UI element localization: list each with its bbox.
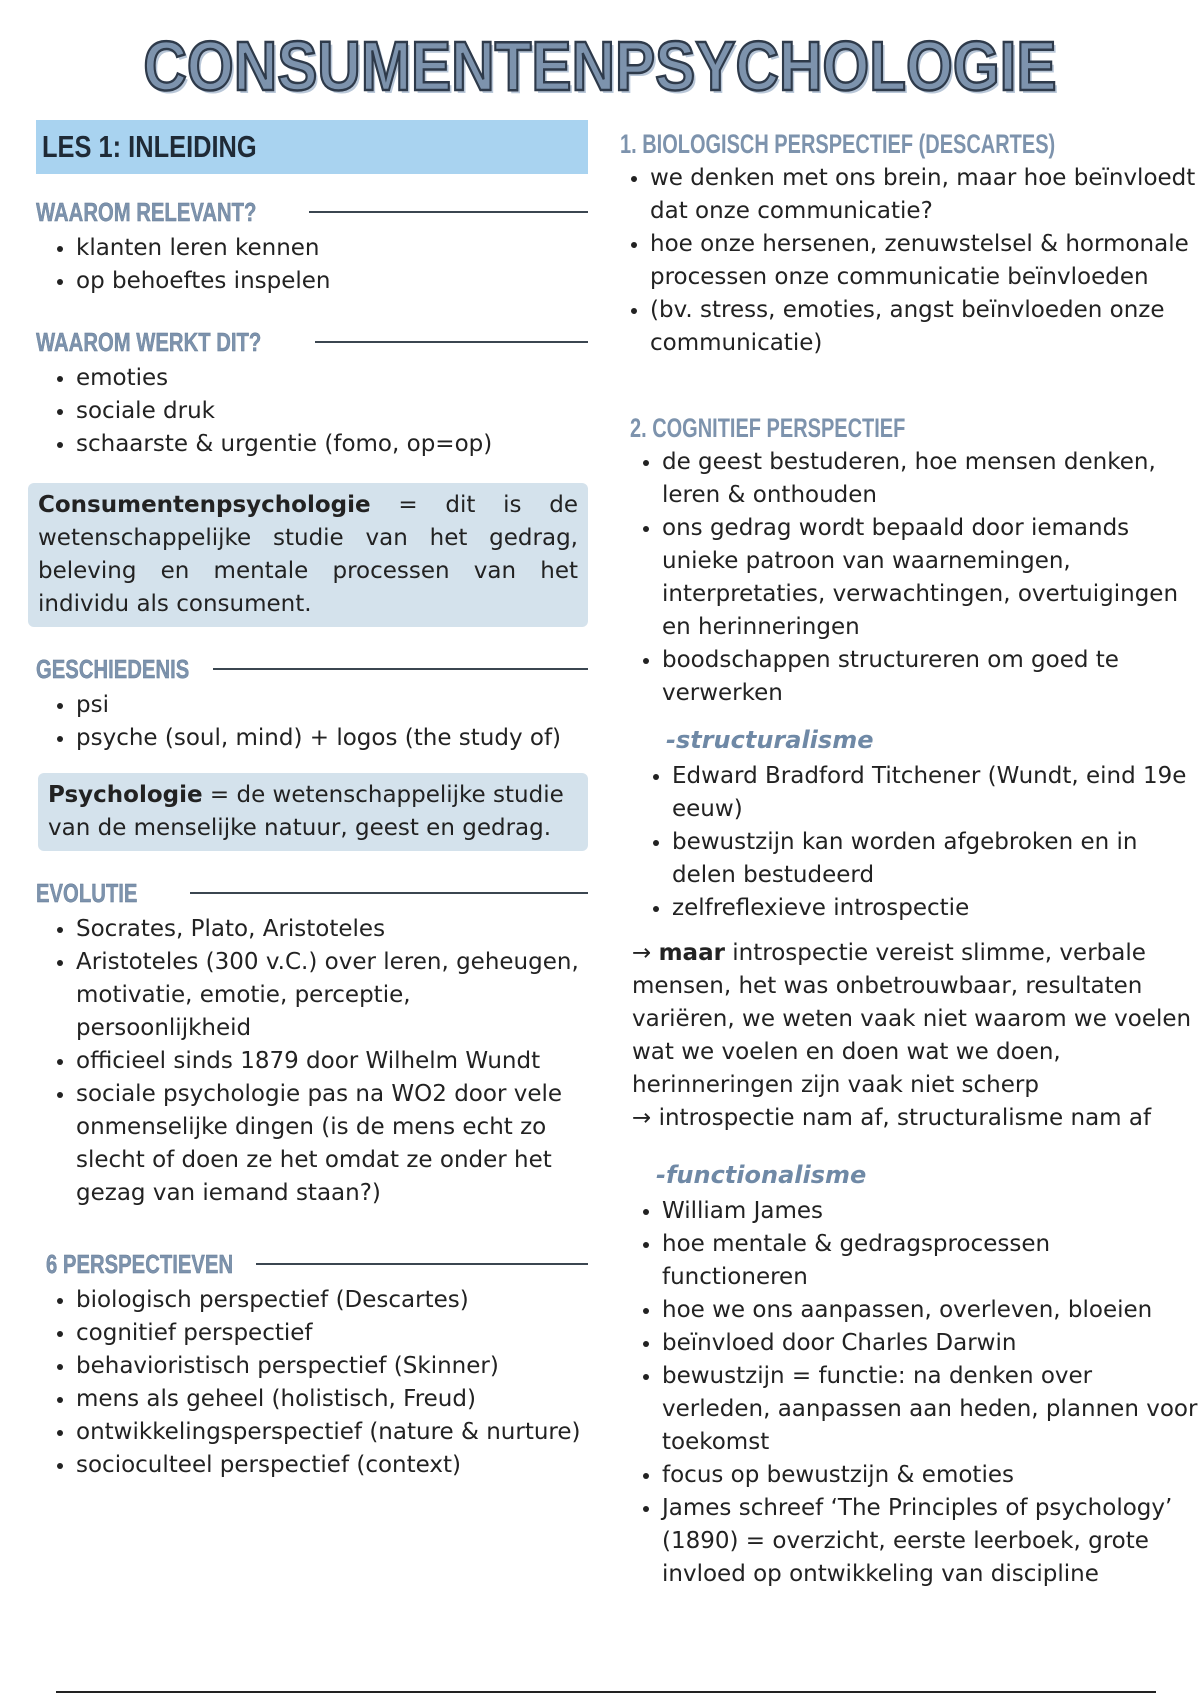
divider [213,668,589,670]
section-heading-perspectieven: 6 PERSPECTIEVEN [36,1244,588,1284]
list-item: • (bv. stress, emoties, angst beïnvloeden onze communicatie) [650,294,1198,360]
list-item: • behavioristisch perspectief (Skinner) [76,1350,588,1383]
cognitief-heading: 2. COGNITIEF PERSPECTIEF [630,413,906,443]
list-biologisch [620,162,1198,360]
list-functionalisme [620,1195,1198,1591]
section-heading-waarom-werkt: WAAROM WERKT DIT? [36,322,588,362]
functionalisme-heading: -functionalisme [656,1161,867,1189]
list-item: • socioculteel perspectief (context) [76,1449,588,1482]
page-title: CONSUMENTENPSYCHOLOGIE [143,27,1057,105]
list-geschiedenis [36,689,588,755]
list-item: • mens als geheel (holistisch, Freud) [76,1383,588,1416]
list-item: • zelfreflexieve introspectie [672,892,1198,925]
definition-text: = dit is de wetenschappelijke studie van het gedrag, beleving en mentale processen van het individu als consument. [38,492,578,617]
list-item: • hoe mentale & gedragsprocessen functioneren [662,1228,1198,1294]
list-item: • sociale druk [76,395,588,428]
list-item: • bewustzijn kan worden afgebroken en in delen bestudeerd [672,826,1198,892]
list-perspectieven [36,1284,588,1482]
list-cognitief [620,446,1198,710]
list-item: • de geest bestuderen, hoe mensen denken, leren & onthouden [662,446,1198,512]
list-evolutie [36,913,588,1210]
left-column [36,120,588,1482]
list-item: • Edward Bradford Titchener (Wundt, eind 19e eeuw) [672,760,1198,826]
list-item: • ontwikkelingsperspectief (nature & nurture) [76,1416,588,1449]
psychologie-text: = de wetenschappelijke studie van de menselijke natuur, geest en gedrag. [48,782,564,841]
bottom-divider [56,1691,1156,1693]
biologisch-heading: 1. BIOLOGISCH PERSPECTIEF (DESCARTES) [620,129,1056,159]
list-item: • boodschappen structureren om goed te verwerken [662,644,1198,710]
list-item: • cognitief perspectief [76,1317,588,1350]
list-item: • sociale psychologie pas na WO2 door vele onmenselijke dingen (is de mens echt zo slecht of doen ze het omdat ze onder het gezag van iemand staan?) [76,1078,588,1210]
list-item: • ons gedrag wordt bepaald door iemands unieke patroon van waarnemingen, interpretaties, verwachtingen, overtuigingen en herinneringen [662,512,1198,644]
list-item: • biologisch perspectief (Descartes) [76,1284,588,1317]
introspectie-conclusion: → introspectie nam af, structuralisme nam af [632,1105,1152,1131]
psychologie-box [38,773,588,851]
divider [190,892,588,894]
definition-term: Consumentenpsychologie [38,492,371,518]
list-item: • hoe onze hersenen, zenuwstelsel & hormonale processen onze communicatie beïnvloeden [650,228,1198,294]
list-waarom-relevant [36,232,588,298]
right-column [620,126,1198,1591]
list-item: • focus op bewustzijn & emoties [662,1459,1198,1492]
divider [309,211,588,213]
list-item: • Aristoteles (300 v.C.) over leren, geheugen, motivatie, emotie, perceptie, persoonlijkheid [76,946,588,1045]
list-item: • William James [662,1195,1198,1228]
list-item: • psyche (soul, mind) + logos (the study of) [76,722,588,755]
list-item: • psi [76,689,588,722]
list-item: • beïnvloed door Charles Darwin [662,1327,1198,1360]
list-item: • schaarste & urgentie (fomo, op=op) [76,428,588,461]
definition-box [28,483,588,627]
list-item: • bewustzijn = functie: na denken over verleden, aanpassen aan heden, plannen voor toekomst [662,1360,1198,1459]
section-heading-evolutie: EVOLUTIE [36,873,588,913]
introspectie-paragraph: → maar introspectie vereist slimme, verbale mensen, het was onbetrouwbaar, resultaten variëren, we weten vaak niet waarom we voelen wat we voelen en doen wat we doen, herinneringen zijn vaak niet scherp [632,940,1192,1098]
list-item: • op behoeftes inspelen [76,265,588,298]
list-item: • klanten leren kennen [76,232,588,265]
list-item: • James schreef ‘The Principles of psychology’ (1890) = overzicht, eerste leerboek, grote invloed op ontwikkeling van discipline [662,1492,1198,1591]
structuralisme-heading: -structuralisme [666,726,874,754]
list-item: • we denken met ons brein, maar hoe beïnvloedt dat onze communicatie? [650,162,1198,228]
divider [315,341,588,343]
list-item: • emoties [76,362,588,395]
lesson-header: LES 1: INLEIDING [36,120,588,174]
divider [256,1263,588,1265]
section-heading-waarom-relevant: WAAROM RELEVANT? [36,192,588,232]
section-heading-geschiedenis: GESCHIEDENIS [36,649,588,689]
list-item: • officieel sinds 1879 door Wilhelm Wundt [76,1045,588,1078]
list-waarom-werkt [36,362,588,461]
psychologie-term: Psychologie [48,782,203,808]
list-item: • hoe we ons aanpassen, overleven, bloeien [662,1294,1198,1327]
list-structuralisme [620,760,1198,925]
list-item: • Socrates, Plato, Aristoteles [76,913,588,946]
